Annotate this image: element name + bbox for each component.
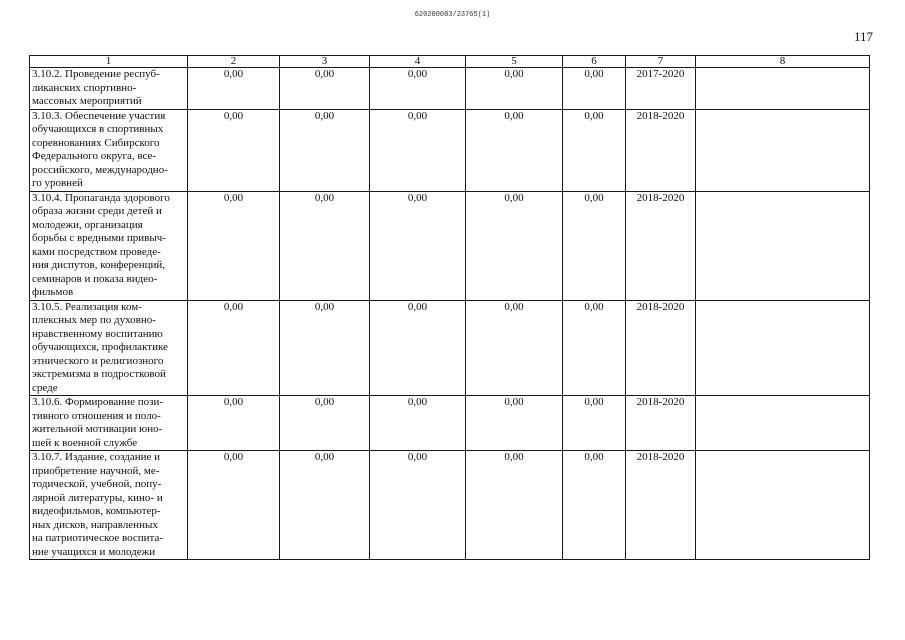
description-line: 3.10.6. Формирование пози- — [32, 396, 163, 408]
funding-value-col-6: 0,00 — [563, 109, 626, 191]
description-line: го уровней — [32, 177, 83, 189]
funding-value-col-4: 0,00 — [370, 451, 466, 560]
implementation-period: 2018-2020 — [626, 191, 696, 300]
description-line: 3.10.2. Проведение респуб- — [32, 68, 160, 80]
column-header-7: 7 — [626, 56, 696, 68]
description-line: 3.10.5. Реализация ком- — [32, 300, 142, 313]
funding-value-col-3: 0,00 — [280, 300, 370, 396]
description-line: Федерального округа, все- — [32, 150, 157, 162]
funding-value-col-3: 0,00 — [280, 68, 370, 110]
funding-value-col-2: 0,00 — [188, 451, 280, 560]
note-cell — [696, 68, 870, 110]
description-line: жительной мотивации юно- — [32, 423, 163, 435]
description-line: шей к военной службе — [32, 436, 138, 449]
description-line: нравственному воспитанию — [32, 327, 163, 340]
description-line: обучающихся, профилактике — [32, 341, 168, 353]
description-line: ками посредством проведе- — [32, 245, 161, 258]
funding-value-col-5: 0,00 — [466, 109, 563, 191]
funding-value-col-2: 0,00 — [188, 396, 280, 451]
funding-value-col-4: 0,00 — [370, 68, 466, 110]
description-line: этнического и религиозного — [32, 354, 164, 367]
table-row — [30, 451, 870, 560]
funding-value-col-6: 0,00 — [563, 191, 626, 300]
description-line: плексных мер по духовно- — [32, 314, 156, 326]
funding-value-col-3: 0,00 — [280, 191, 370, 300]
activity-description — [30, 300, 188, 396]
description-line: тивного отношения и поло- — [32, 409, 161, 422]
column-header-2: 2 — [188, 56, 280, 68]
description-line: на патриотическое воспита- — [32, 532, 164, 544]
description-line: фильмов — [32, 286, 74, 298]
implementation-period: 2018-2020 — [626, 109, 696, 191]
description-line: российского, международно- — [32, 163, 168, 176]
table-row — [30, 191, 870, 300]
description-line: ликанских спортивно- — [32, 81, 137, 94]
funding-value-col-6: 0,00 — [563, 300, 626, 396]
funding-value-col-4: 0,00 — [370, 109, 466, 191]
note-cell — [696, 451, 870, 560]
implementation-period: 2018-2020 — [626, 396, 696, 451]
activity-description — [30, 451, 188, 560]
funding-value-col-2: 0,00 — [188, 109, 280, 191]
description-line: ния диспутов, конференций, — [32, 259, 166, 271]
description-line: видеофильмов, компьютер- — [32, 505, 161, 517]
funding-value-col-2: 0,00 — [188, 191, 280, 300]
column-header-6: 6 — [563, 56, 626, 68]
funding-value-col-5: 0,00 — [466, 396, 563, 451]
description-line: 3.10.7. Издание, создание и — [32, 451, 161, 463]
description-line: молодежи, организация — [32, 218, 143, 231]
description-line: среде — [32, 381, 58, 394]
description-line: обучающихся в спортивных — [32, 123, 164, 135]
activity-description — [30, 396, 188, 451]
funding-value-col-2: 0,00 — [188, 300, 280, 396]
column-header-5: 5 — [466, 56, 563, 68]
activity-description — [30, 191, 188, 300]
table-row — [30, 396, 870, 451]
description-line: экстремизма в подростковой — [32, 368, 166, 380]
funding-value-col-3: 0,00 — [280, 109, 370, 191]
description-line: борьбы с вредными привыч- — [32, 232, 166, 244]
column-header-3: 3 — [280, 56, 370, 68]
funding-value-col-4: 0,00 — [370, 396, 466, 451]
program-table — [29, 55, 870, 560]
description-line: лярной литературы, кино- и — [32, 491, 163, 504]
description-line: семинаров и показа видео- — [32, 272, 158, 285]
funding-value-col-6: 0,00 — [563, 68, 626, 110]
description-line: соревнованиях Сибирского — [32, 136, 160, 149]
funding-value-col-6: 0,00 — [563, 451, 626, 560]
activity-description — [30, 109, 188, 191]
funding-value-col-5: 0,00 — [466, 191, 563, 300]
table-row — [30, 68, 870, 110]
funding-value-col-3: 0,00 — [280, 451, 370, 560]
implementation-period: 2018-2020 — [626, 300, 696, 396]
funding-value-col-4: 0,00 — [370, 300, 466, 396]
implementation-period: 2018-2020 — [626, 451, 696, 560]
funding-value-col-4: 0,00 — [370, 191, 466, 300]
page-number: 117 — [853, 29, 873, 44]
table-header-row — [30, 56, 870, 68]
table-body — [30, 68, 870, 560]
table-row — [30, 109, 870, 191]
description-line: приобретение научной, ме- — [32, 464, 160, 477]
funding-value-col-5: 0,00 — [466, 68, 563, 110]
description-line: 3.10.4. Пропаганда здорового — [32, 191, 170, 204]
description-line: ных дисков, направленных — [32, 518, 158, 531]
document-stamp: 620200083/23765(1) — [414, 11, 491, 19]
description-line: образа жизни среди детей и — [32, 205, 162, 217]
activity-description — [30, 68, 188, 110]
note-cell — [696, 191, 870, 300]
funding-value-col-3: 0,00 — [280, 396, 370, 451]
table-row — [30, 300, 870, 396]
column-header-4: 4 — [370, 56, 466, 68]
column-header-8: 8 — [696, 56, 870, 68]
implementation-period: 2017-2020 — [626, 68, 696, 110]
description-line: массовых мероприятий — [32, 95, 142, 107]
funding-value-col-5: 0,00 — [466, 451, 563, 560]
funding-value-col-2: 0,00 — [188, 68, 280, 110]
description-line: 3.10.3. Обеспечение участия — [32, 109, 166, 122]
description-line: тодической, учебной, попу- — [32, 478, 162, 490]
description-line: ние учащихся и молодежи — [32, 545, 156, 558]
column-header-1: 1 — [30, 56, 188, 68]
funding-value-col-6: 0,00 — [563, 396, 626, 451]
note-cell — [696, 109, 870, 191]
note-cell — [696, 300, 870, 396]
funding-value-col-5: 0,00 — [466, 300, 563, 396]
note-cell — [696, 396, 870, 451]
